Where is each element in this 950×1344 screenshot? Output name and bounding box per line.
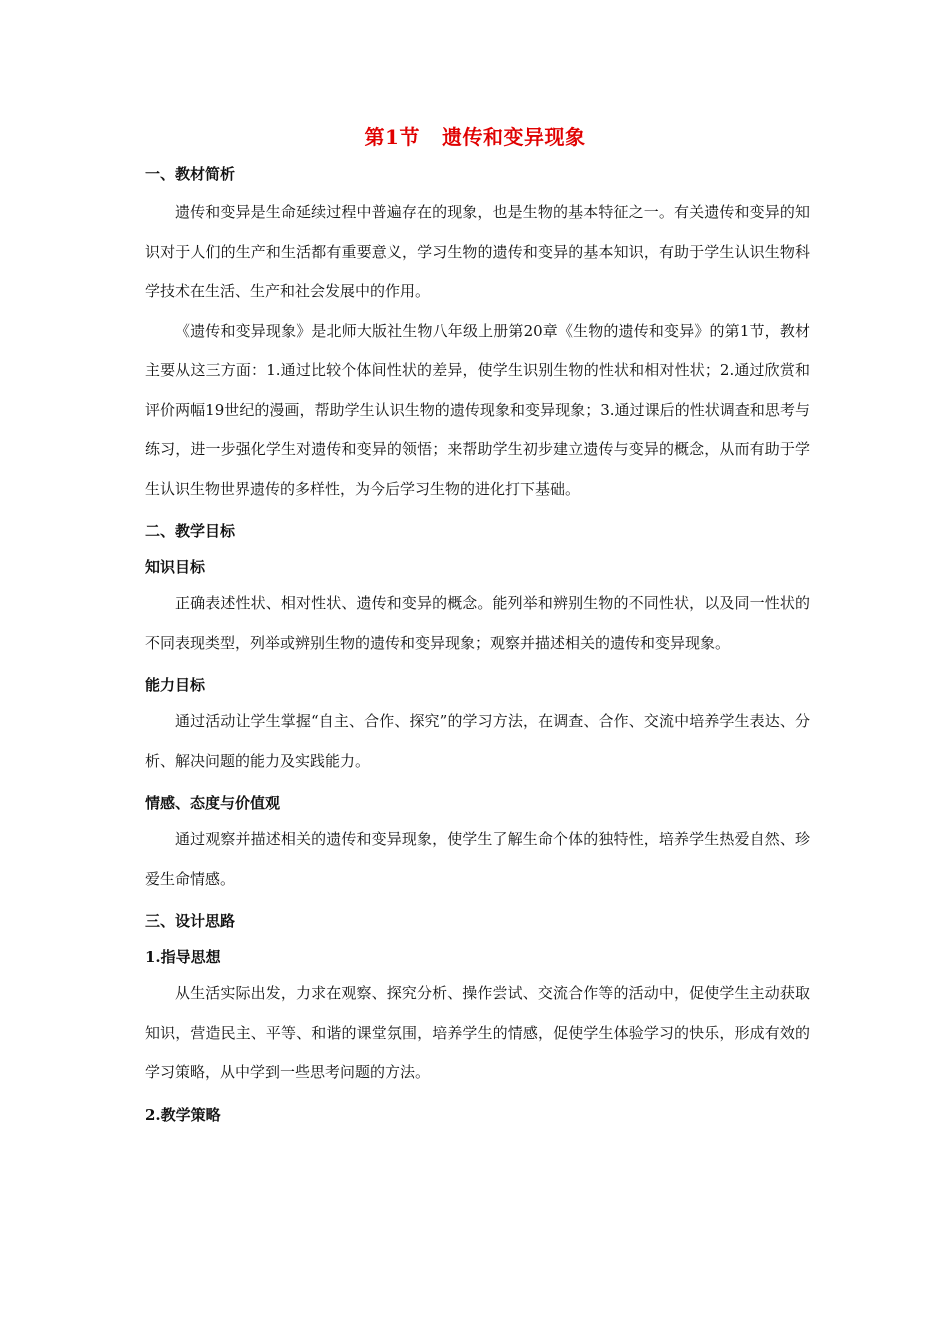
document-body [145, 160, 810, 1125]
ability-goals-paragraph: 通过活动让学生掌握“自主、合作、探究”的学习方法，在调查、合作、交流中培养学生表达、分析、解决问题的能力及实践能力。 [145, 712, 810, 770]
material-analysis-paragraph-2: 《遗传和变异现象》是北师大版社生物八年级上册第20章《生物的遗传和变异》的第1节，教材主要从这三方面：1.通过比较个体间性状的差异，使学生识别生物的性状和相对性状；2.通过欣赏和评价两幅19世纪的漫画，帮助学生认识生物的遗传现象和变异现象；3.通过课后的性状调查和思考与练习，进一步强化学生对遗传和变异的领悟；来帮助学生初步建立遗传与变异的概念，从而有助于学生认识生物世界遗传的多样性，为今后学习生物的进化打下基础。 [145, 321, 810, 498]
guiding-ideology-paragraph: 从生活实际出发，力求在观察、探究分析、操作尝试、交流合作等的活动中，促使学生主动获取知识，营造民主、平等、和谐的课堂氛围，培养学生的情感，促使学生体验学习的快乐，形成有效的学习策略，从中学到一些思考问题的方法。 [145, 984, 810, 1081]
subheading-teaching-strategy: 2.教学策略 [145, 1105, 221, 1124]
subheading-knowledge-goals: 知识目标 [145, 558, 206, 576]
section-heading-material-analysis: 一、教材简析 [145, 165, 236, 183]
section-heading-teaching-goals: 二、教学目标 [145, 522, 236, 540]
subheading-emotion-values: 情感、态度与价值观 [145, 794, 281, 812]
page-title [0, 122, 950, 152]
emotion-values-paragraph: 通过观察并描述相关的遗传和变异现象，使学生了解生命个体的独特性，培养学生热爱自然、珍爱生命情感。 [145, 830, 810, 888]
knowledge-goals-paragraph: 正确表述性状、相对性状、遗传和变异的概念。能列举和辨别生物的不同性状，以及同一性状的不同表现类型，列举或辨别生物的遗传和变异现象；观察并描述相关的遗传和变异现象。 [145, 594, 810, 652]
subheading-ability-goals: 能力目标 [145, 676, 206, 694]
material-analysis-paragraph-1: 遗传和变异是生命延续过程中普遍存在的现象，也是生物的基本特征之一。有关遗传和变异的知识对于人们的生产和生活都有重要意义，学习生物的遗传和变异的基本知识，有助于学生认识生物科学技术在生活、生产和社会发展中的作用。 [145, 203, 810, 300]
title-section-number: 第1节 [364, 125, 420, 149]
title-text: 遗传和变异现象 [441, 125, 586, 149]
section-heading-design-ideas: 三、设计思路 [145, 912, 236, 930]
subheading-guiding-ideology: 1.指导思想 [145, 948, 221, 966]
